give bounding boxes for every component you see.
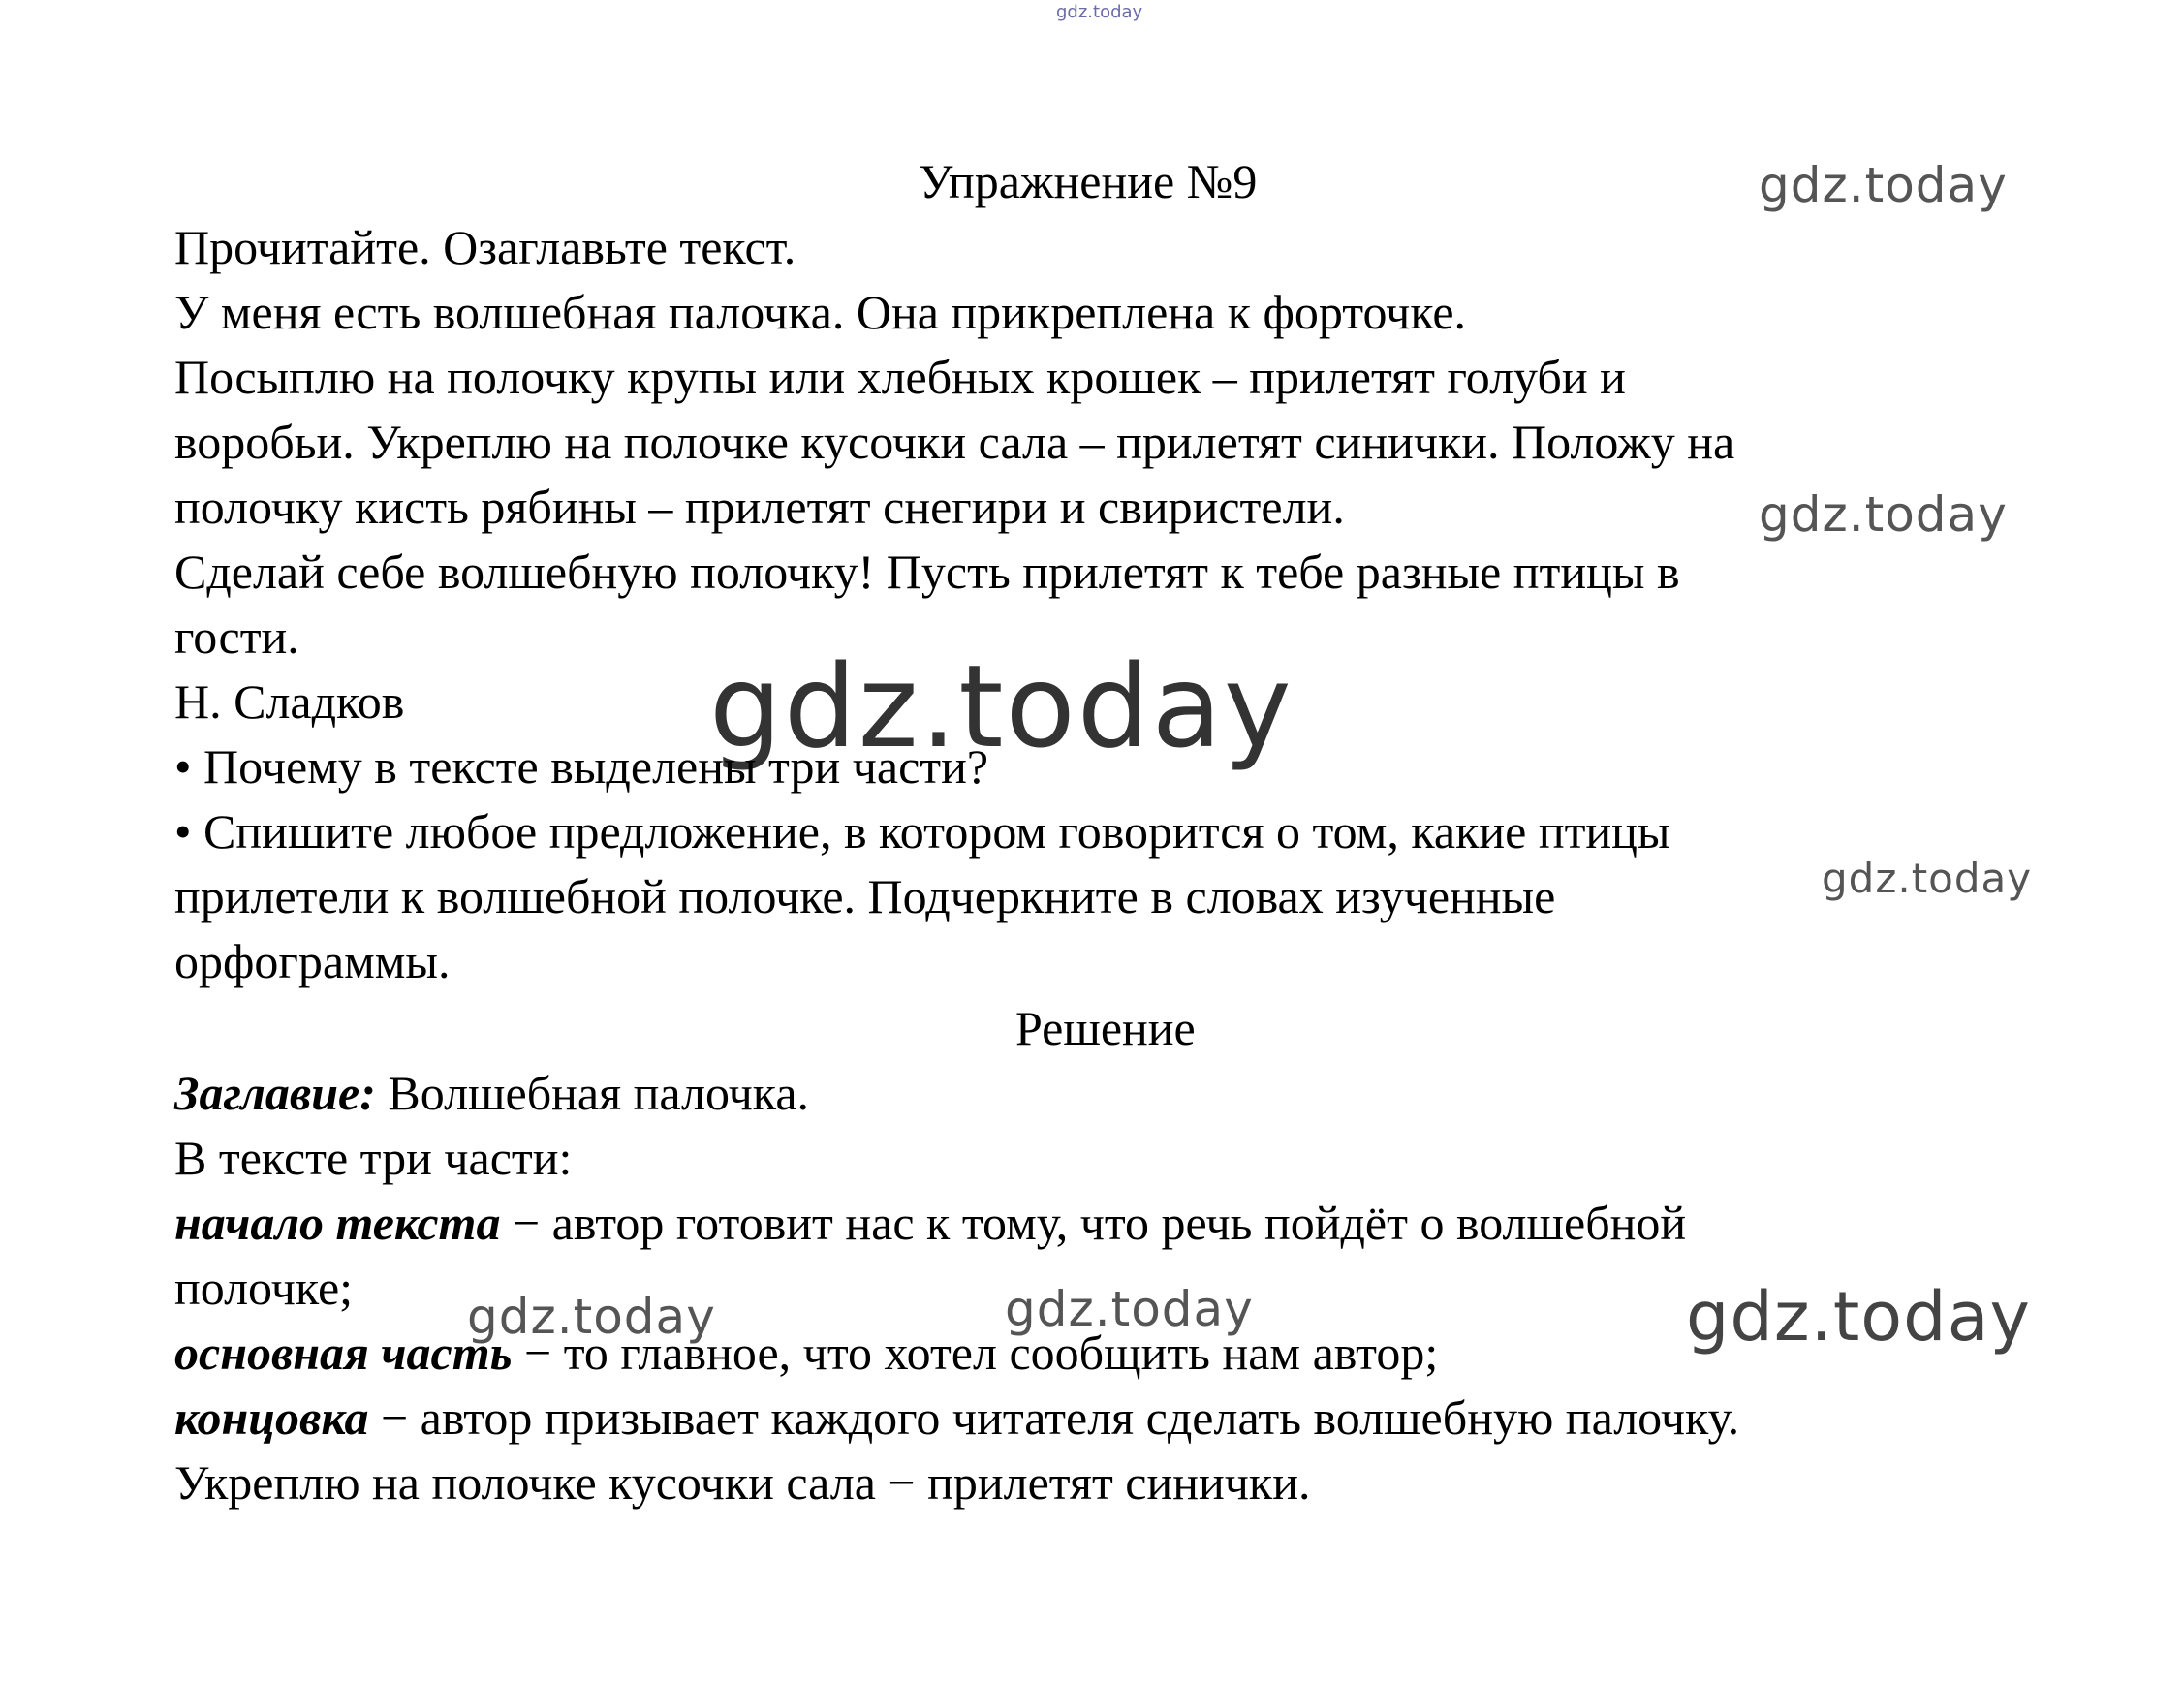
part-end-line [174,1390,1740,1445]
solution-title-line [174,1066,810,1120]
text-line: воробьи. Укреплю на полочке кусочки сала – прилетят синички. Положу на [174,415,1735,469]
solution-title-label: Заглавие: [174,1066,376,1120]
watermark-large: gdz.today [1686,1277,2031,1357]
solution-title-value: Волшебная палочка. [375,1066,810,1120]
part-begin-text: − автор готовит нас к тому, что речь пойдёт о волшебной [500,1196,1687,1250]
part-main-text: − то главное, что хотел сообщить нам автор; [512,1326,1439,1380]
text-line: полочку кисть рябины – прилетят снегири и свиристели. [174,480,1345,534]
text-line: У меня есть волшебная палочка. Она прикреплена к форточке. [174,285,1467,339]
question: прилетели к волшебной полочке. Подчеркните в словах изученные [174,869,1556,923]
watermark: gdz.today [1759,157,2008,213]
watermark: gdz.today [467,1289,716,1345]
part-begin-line [174,1196,1687,1250]
question: • Спишите любое предложение, в котором говорится о том, какие птицы [174,804,1670,859]
text-line: Посыплю на полочку крупы или хлебных крошек – прилетят голуби и [174,350,1626,404]
text-line: Сделай себе волшебную полочку! Пусть прилетят к тебе разные птицы в [174,545,1680,599]
watermark: gdz.today [1759,486,2008,543]
copied-sentence: Укреплю на полочке кусочки сала − прилетят синички. [174,1455,1311,1510]
author: Н. Сладков [174,674,405,729]
part-end-label: концовка [174,1390,369,1445]
watermark: gdz.today [1005,1281,1254,1337]
watermark: gdz.today [1822,855,2033,902]
exercise-title: Упражнение №9 [919,154,1258,208]
part-main-line [174,1326,1439,1380]
part-begin-continuation: полочке; [174,1261,354,1315]
watermark-top: gdz.today [1056,2,1143,22]
part-end-text: − автор призывает каждого читателя сделать волшебную палочку. [368,1390,1740,1445]
question: орфограммы. [174,934,451,988]
solution-heading: Решение [1015,1001,1196,1055]
question: • Почему в тексте выделены три части? [174,739,989,794]
part-main-label: основная часть [174,1326,513,1380]
part-begin-label: начало текста [174,1196,501,1250]
watermark-large: gdz.today [709,640,1294,773]
task-text: Прочитайте. Озаглавьте текст. [174,220,796,274]
parts-intro: В тексте три части: [174,1131,573,1185]
text-line: гости. [174,609,299,664]
